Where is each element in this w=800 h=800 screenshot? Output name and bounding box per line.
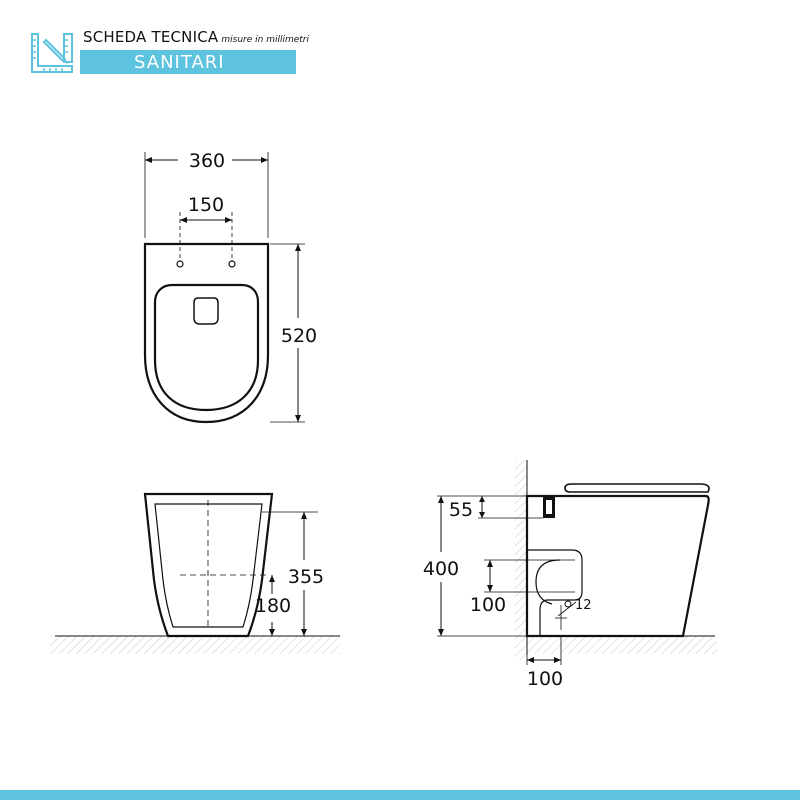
dim-side-height-label: 400	[422, 558, 460, 580]
top-view	[145, 152, 305, 422]
dim-fixing-spacing-label: 150	[187, 194, 225, 216]
side-view	[437, 460, 717, 665]
dim-front-height-label: 355	[287, 566, 325, 588]
dim-outlet-offset-label: 100	[526, 668, 564, 690]
dim-outlet-height-label: 180	[254, 595, 292, 617]
category-label: SANITARI	[134, 52, 225, 73]
dim-depth-label: 520	[280, 325, 318, 347]
dim-width-label: 360	[188, 150, 226, 172]
dim-inlet-height-label: 55	[448, 499, 474, 521]
sheet-title: SCHEDA TECNICA	[83, 28, 219, 46]
footer-bar	[0, 790, 800, 800]
dim-outlet-span-label: 100	[469, 594, 507, 616]
dim-pipe-diameter-label: 12	[575, 598, 592, 613]
sheet-subtitle: misure in millimetri	[221, 35, 310, 45]
